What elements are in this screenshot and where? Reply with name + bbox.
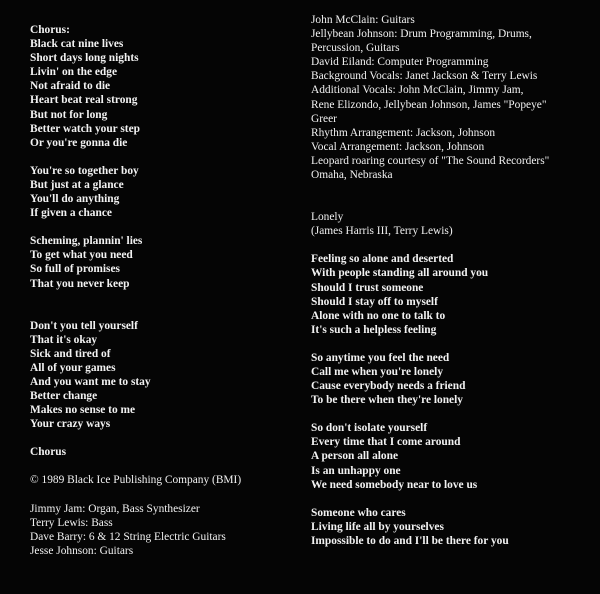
chorus-repeat-label: Chorus — [30, 446, 67, 459]
credit-line: David Eiland: Computer Programming — [311, 56, 489, 69]
credit-line: John McClain: Guitars — [311, 14, 415, 26]
lyric-line: A person all alone — [311, 450, 399, 463]
verse-block — [30, 164, 295, 220]
song-writers: (James Harris III, Terry Lewis) — [311, 225, 453, 238]
verse-block — [311, 421, 591, 491]
lyric-line: Call me when you're lonely — [311, 365, 444, 378]
chorus-block — [30, 23, 295, 150]
chorus-label: Chorus: — [30, 24, 70, 36]
lyric-line: Should I stay off to myself — [311, 295, 438, 308]
lyric-line: Not afraid to die — [30, 80, 111, 93]
verse-block — [311, 506, 591, 548]
lyric-line: Livin' on the edge — [30, 66, 118, 79]
lyric-line: Alone with no one to talk to — [311, 309, 446, 322]
lyric-line: We need somebody near to love us — [311, 478, 478, 491]
lyric-line: But not for long — [30, 108, 108, 121]
credit-line: Jellybean Johnson: Drum Programming, Drums, — [311, 28, 532, 41]
credit-line: Leopard roaring courtesy of "The Sound Recorders" — [311, 154, 550, 167]
credits-block — [311, 13, 591, 182]
lyric-line: Black cat nine lives — [30, 38, 124, 51]
lyric-line: Short days long nights — [30, 52, 139, 65]
lyric-line: Living life all by yourselves — [311, 520, 444, 533]
lyric-line: Don't you tell yourself — [30, 319, 138, 332]
credit-line: Terry Lewis: Bass — [30, 516, 113, 529]
verse-block — [311, 351, 591, 407]
lyric-line: Should I trust someone — [311, 281, 424, 294]
credit-line: Vocal Arrangement: Jackson, Johnson — [311, 140, 485, 153]
lyric-line: That you never keep — [30, 277, 130, 290]
verse-block — [30, 319, 295, 432]
lyric-line: Every time that I come around — [311, 436, 461, 449]
left-column — [30, 23, 295, 558]
copyright-notice: © 1989 Black Ice Publishing Company (BMI) — [30, 474, 242, 487]
lyric-line: All of your games — [30, 361, 116, 374]
verse-block — [30, 234, 295, 290]
credit-line: Percussion, Guitars — [311, 42, 400, 55]
credit-line: Omaha, Nebraska — [311, 169, 393, 182]
lyric-line: Your crazy ways — [30, 418, 111, 431]
credit-line: Rhythm Arrangement: Jackson, Johnson — [311, 126, 496, 139]
lyric-line: Impossible to do and I'll be there for you — [311, 534, 509, 547]
lyric-line: If given a chance — [30, 207, 112, 220]
credit-line: Jesse Johnson: Guitars — [30, 544, 134, 557]
lyric-line: Sick and tired of — [30, 347, 111, 360]
lyric-line: So full of promises — [30, 263, 120, 276]
lyric-line: Scheming, plannin' lies — [30, 235, 143, 248]
lyric-line: Feeling so alone and deserted — [311, 253, 454, 266]
lyric-line: Is an unhappy one — [311, 464, 401, 477]
lyric-line: Someone who cares — [311, 506, 406, 519]
credit-line: Background Vocals: Janet Jackson & Terry Lewis — [311, 70, 538, 83]
lyric-line: You're so together boy — [30, 164, 139, 177]
credit-line: Rene Elizondo, Jellybean Johnson, James "Popeye" — [311, 98, 547, 111]
credit-line: Jimmy Jam: Organ, Bass Synthesizer — [30, 502, 200, 515]
lyric-line: With people standing all around you — [311, 267, 489, 280]
lyric-line: It's such a helpless feeling — [311, 323, 437, 336]
lyric-line: Or you're gonna die — [30, 136, 128, 149]
lyric-line: But just at a glance — [30, 178, 124, 191]
lyric-line: And you want me to stay — [30, 375, 151, 388]
lyric-line: To be there when they're lonely — [311, 394, 463, 407]
lyric-line: Makes no sense to me — [30, 404, 136, 417]
lyric-line: So anytime you feel the need — [311, 351, 450, 364]
lyric-line: Better change — [30, 390, 98, 403]
lyric-line: Heart beat real strong — [30, 94, 138, 107]
verse-block — [311, 252, 591, 337]
lyric-line: That it's okay — [30, 333, 98, 346]
lyric-line: Better watch your step — [30, 122, 140, 135]
credit-line: Dave Barry: 6 & 12 String Electric Guitars — [30, 530, 226, 543]
lyric-line: To get what you need — [30, 249, 133, 262]
song-title: Lonely — [311, 211, 344, 224]
right-column — [311, 13, 591, 548]
lyric-line: Cause everybody needs a friend — [311, 380, 466, 393]
credit-line: Greer — [311, 112, 337, 125]
lyric-line: You'll do anything — [30, 193, 120, 206]
credit-line: Additional Vocals: John McClain, Jimmy Jam, — [311, 84, 524, 97]
credits-block — [30, 502, 295, 558]
lyric-line: So don't isolate yourself — [311, 422, 428, 435]
